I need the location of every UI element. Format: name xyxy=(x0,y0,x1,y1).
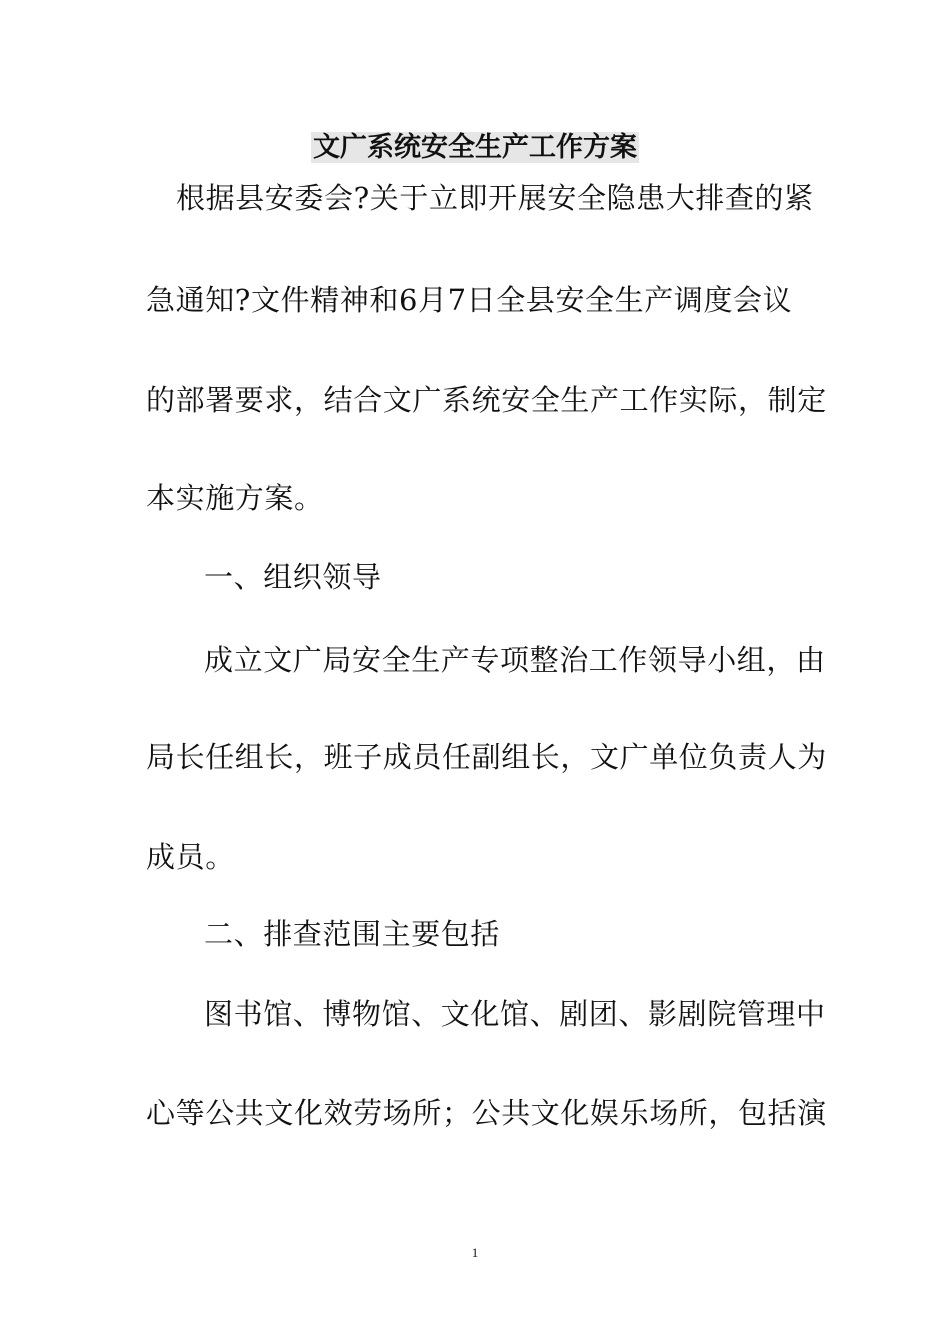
paragraph-line: 成员。 xyxy=(146,840,235,874)
paragraph-line: 心等公共文化效劳场所；公共文化娱乐场所，包括演 xyxy=(146,1096,827,1130)
paragraph-line: 急通知?文件精神和6月7日全县安全生产调度会议 xyxy=(146,283,793,317)
paragraph-line: 根据县安委会?关于立即开展安全隐患大排查的紧 xyxy=(176,181,814,215)
paragraph-line: 局长任组长，班子成员任副组长，文广单位负责人为 xyxy=(146,740,827,774)
section-heading-scope: 二、排查范围主要包括 xyxy=(204,917,501,951)
paragraph-line: 成立文广局安全生产专项整治工作领导小组，由 xyxy=(204,643,826,677)
title-text: 文广系统安全生产工作方案 xyxy=(313,132,637,163)
paragraph-line: 的部署要求，结合文广系统安全生产工作实际，制定 xyxy=(146,383,827,417)
section-heading-organization: 一、组织领导 xyxy=(204,560,382,594)
paragraph-line: 图书馆、博物馆、文化馆、剧团、影剧院管理中 xyxy=(204,997,826,1031)
document-title xyxy=(0,128,950,168)
paragraph-line: 本实施方案。 xyxy=(146,481,324,515)
page-number: 1 xyxy=(471,1245,479,1260)
